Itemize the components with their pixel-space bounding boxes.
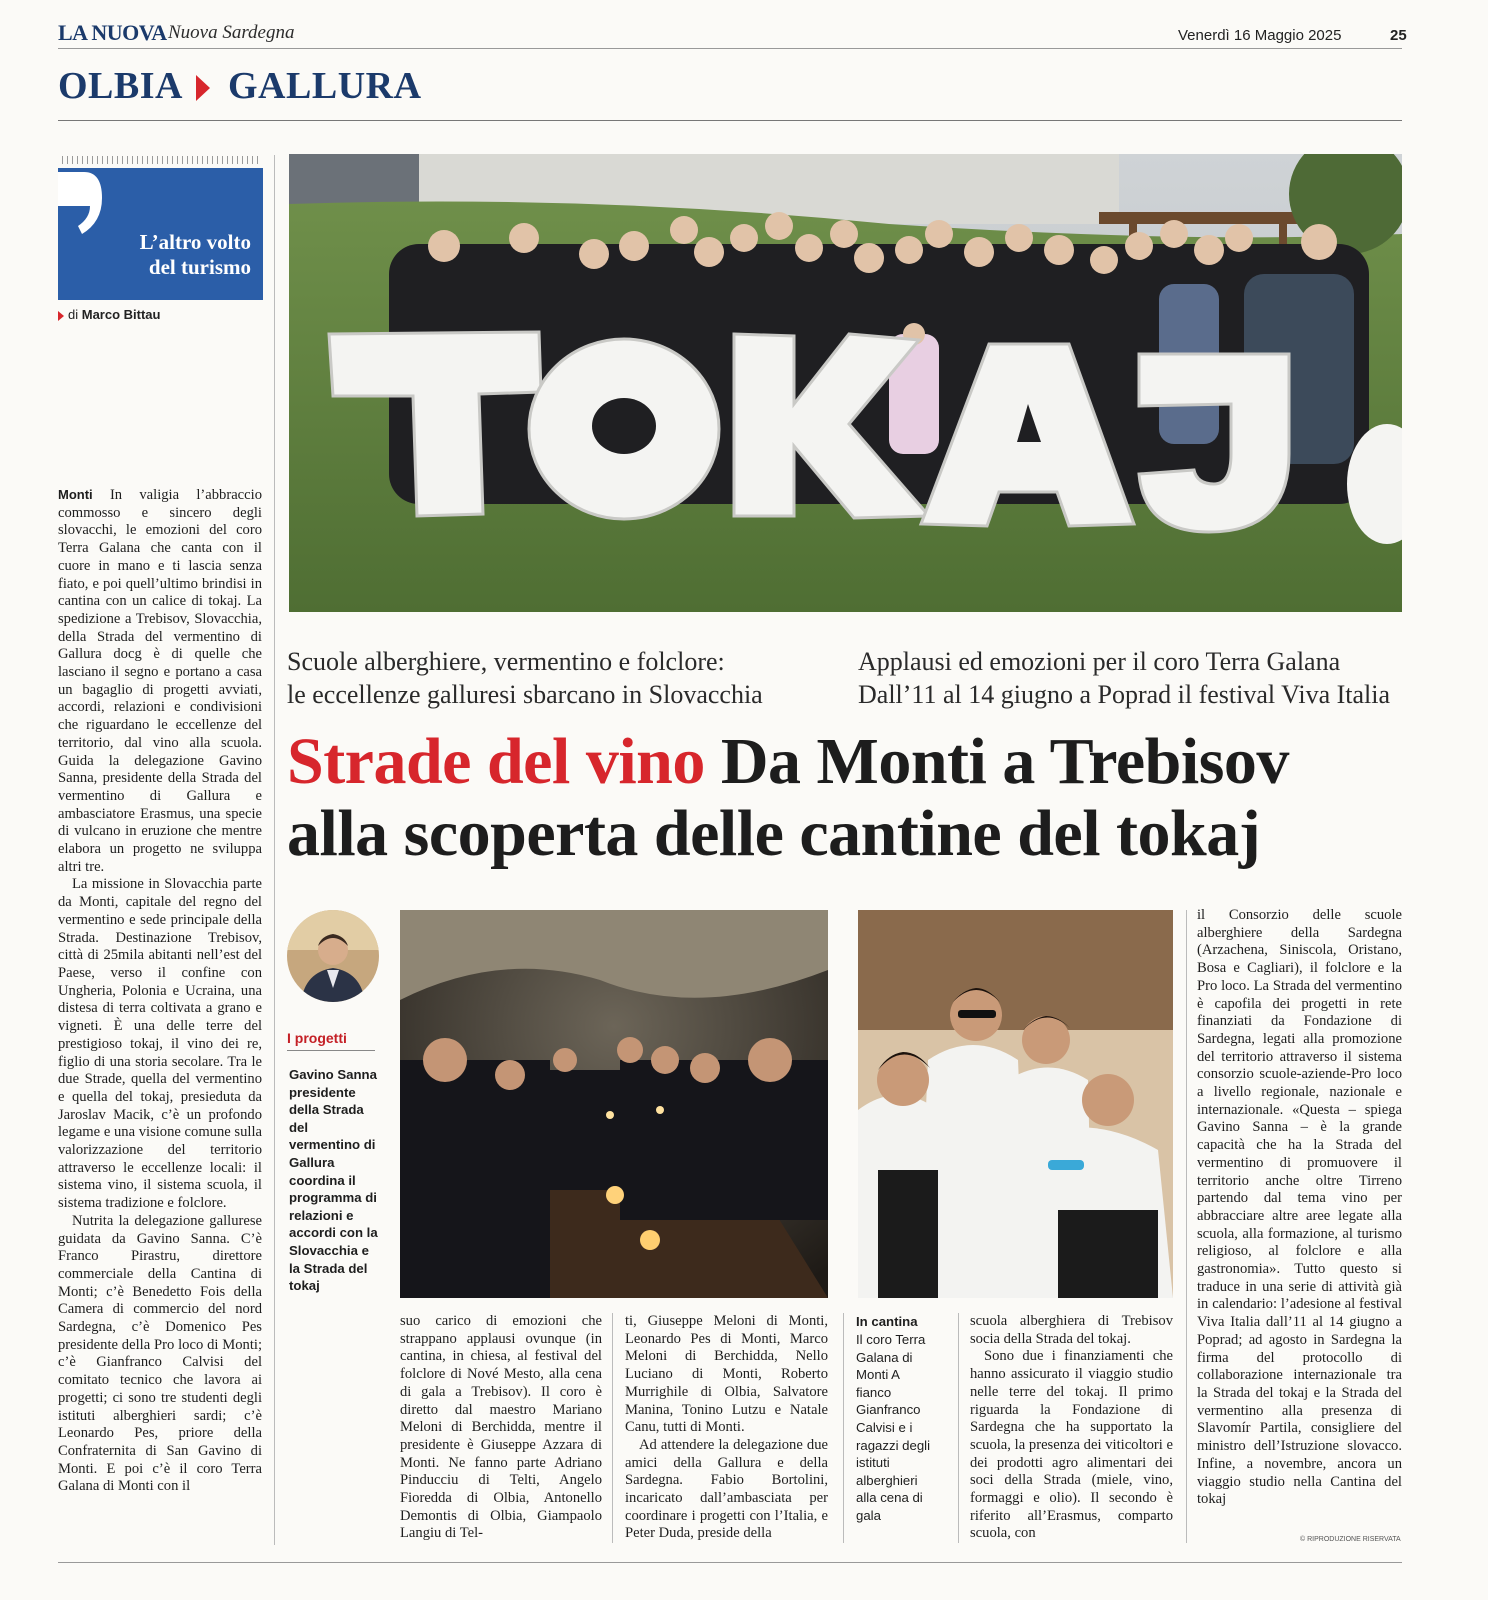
main-photo-illustration [289, 154, 1402, 612]
caption-cantina-head: In cantina [856, 1314, 918, 1329]
column-divider [843, 1313, 844, 1543]
column-divider [274, 155, 275, 1545]
column-decoration [62, 156, 262, 164]
portrait-illustration [287, 910, 379, 1002]
newspaper-logo: LA NUOVA [58, 20, 167, 45]
kicker-left [287, 645, 763, 711]
page-number: 25 [1390, 27, 1407, 44]
section-rule [58, 120, 1402, 121]
article-column-c [970, 1313, 1173, 1543]
kicker-right [858, 645, 1390, 711]
caption-rule [287, 1050, 375, 1051]
caption-cantina-body: Il coro Terra Galana di Monti A fianco Gianfranco Calvisi e i ragazzi degli istituti alberghieri alla cena di gala [856, 1332, 931, 1523]
issue-date: Venerdì 16 Maggio 2025 [1178, 27, 1342, 44]
section-olbia: OLBIA [58, 65, 183, 107]
article-column-a [400, 1313, 602, 1543]
article-column-1 [58, 486, 262, 1496]
article-column-b [625, 1313, 828, 1543]
article-column-d [1197, 907, 1402, 1509]
column-title-line1: L’altro volto [139, 230, 251, 254]
section-gallura: GALLURA [228, 65, 422, 107]
dateline: Monti [58, 487, 93, 502]
kicker-left-line1: Scuole alberghiere, vermentino e folclore: [287, 647, 725, 676]
kicker-right-line1: Applausi ed emozioni per il coro Terra Galana [858, 647, 1341, 676]
byline [58, 307, 160, 322]
column-divider [958, 1313, 959, 1543]
article-paragraph-3: Nutrita la delegazione gallurese guidata da Gavino Sanna. C’è Franco Pirastru, direttore commerciale della Cantina di Monti; c’è Benedetto Fois della Camera di commercio del nord Sardegna, c’è Domenico Pes presidente della Pro loco di Monti; c’è Gianfranco Calvisi del comitato tecnico che lavora ai progetti; ci sono tre studenti degli istituti alberghieri sardi; c’è Leonardo Pes, priore della Confraternita di San Gavino di Monti. E poi c’è il coro Terra Galana di Monti con il [58, 1212, 262, 1495]
article-paragraph-b2: Ad attendere la delegazione due amici della Gallura e della Sardegna. Fabio Bortolini, incaricato dall’ambasciata per coordinare i progetti con l’Italia, e Peter Duda, preside della [625, 1436, 828, 1542]
tokaj-sign-text: TOKAJ [845, 154, 849, 155]
cantina-photo-illustration [400, 910, 828, 1298]
article-paragraph-c2: Sono due i finanziamenti che hanno assicurato il viaggio studio nelle terre del tokaj. Il primo riguarda la Fondazione di Sardegna che ha supportato la scuola, la presenza dei viticoltori e dei prodotti agro alimentari dei soci della Strada (miele, vino, formaggi e olio). Il secondo è riferito all’Erasmus, comparto scuola, con [970, 1348, 1173, 1542]
article-paragraph-2: La missione in Slovacchia parte da Monti, capitale del regno del vermentino e sede principale della Strada. Destinazione Trebisov, città di 25mila abitanti nell’est del Paese, verso il confine con Ungheria, Polonia e Ucraina, una distesa di terra coltivata a grano e vigneti. È una delle terre del prestigioso tokaj, il vino dei re, figlio di una storia secolare. Tra le due Strade, quella del vermentino e quella del tokaj, presieduta da Jaroslav Macik, c’è un profondo legame e una visione comune sulla valorizzazione del territorio attraverso le eccellenze locali: il sistema vino, il sistema scuola, il sistema tradizione e folclore. [58, 876, 262, 1212]
bottom-rule [58, 1562, 1402, 1563]
main-photo-tokaj-group [289, 154, 1402, 612]
article-paragraph-c1: scuola alberghiera di Trebisov socia della Strada del tokaj. [970, 1313, 1173, 1347]
article-paragraph-b1: ti, Giuseppe Meloni di Monti, Leonardo Pes di Monti, Marco Meloni di Berchidda, Nello Luciano di Monti, Roberto Murrighile di Olbia, Salvatore Manina, Tonino Lutzu e Natale Canu, tutti di Monti. [625, 1313, 828, 1436]
newspaper-subtitle: Nuova Sardegna [168, 22, 295, 43]
column-title-box [58, 168, 263, 300]
copyright-notice: © RIPRODUZIONE RISERVATA [1300, 1536, 1401, 1543]
portrait-gavino-sanna [287, 910, 379, 1002]
headline [287, 726, 1407, 870]
article-paragraph-a: suo carico di emozioni che strappano applausi ovunque (in cantina, in chiesa, al festival del folclore di Nové Mesto, alla cena di gala a Trebisov). Il coro è diretto dal maestro Mariano Meloni di Berchidda, mentre il presidente è Giuseppe Azzara di Monti. Ne fanno parte Adriano Pinducciu di Telti, Angelo Fioredda di Olbia, Antonello Demontis di Olbia, Giampaolo Langiu di Tel- [400, 1313, 602, 1542]
section-separator-icon [196, 75, 210, 101]
caption-progetti-head: I progetti [287, 1030, 347, 1046]
article-paragraph-1: In valigia l’abbraccio commosso e sincero degli slovacchi, le emozioni del coro Terra Galana che canta con il cuore in mano e ti lascia senza fiato, e poi quell’ultimo brindisi in cantina con un calice di tokaj. La spedizione a Trebisov, Slovacchia, della Strada del vermentino di Gallura docg è di quelle che lasciano il segno e portano a casa un bagaglio di progetti avviati, accordi, relazioni e condivisioni che riguardano le eccellenze del territorio, dal vino alla scuola. Guida la delegazione Gavino Sanna, presidente della Strada del vermentino di Gallura e ambasciatore Erasmus, una specie di vulcano in eruzione che mentre elabora un progetto ne sviluppa altri tre. [58, 487, 262, 875]
byline-marker-icon [58, 311, 64, 321]
article-paragraph-d1: il Consorzio delle scuole alberghiere della Sardegna (Arzachena, Siniscola, Oristano, Bosa e Cagliari), il folclore e la Pro loco. La Strada del vermentino è capofila dei progetti in rete finanziati da Fondazione di Sardegna, legati alla promozione del territorio attraverso il sistema consorzio scuole-aziende-Pro loco a livello regionale, nazionale e internazionale. «Questa – spiega Gavino Sanna – è la grande capacità che ha la Strada del vermentino di promuovere il territorio anche oltre Tirreno partendo dal tema vino per abbracciare altre aree legate alla scuola, alla formazione, al turismo religioso, al folclore e alla gastronomia». Tutto questo si traduce in una serie di attività già in calendario: l’adesione al festival Viva Italia dall’11 al 14 giugno a Poprad; ad agosto in Sardegna la firma del protocollo di collaborazione internazionale tra la Strada del tokaj e la Strada del vermentino alla presenza di Slavomír Partila, consigliere del ministro dell’Istruzione slovacco. Infine, a novembre, ancora un viaggio studio nella Cantina del tokaj [1197, 907, 1402, 1508]
column-divider [1186, 910, 1187, 1543]
photo-chefs-group [858, 910, 1173, 1298]
headline-line1: Da Monti a Trebisov [720, 725, 1289, 798]
photo-cantina-dinner [400, 910, 828, 1298]
kicker-left-line2: le eccellenze galluresi sbarcano in Slovacchia [287, 680, 763, 709]
headline-line2: alla scoperta delle cantine del tokaj [287, 797, 1261, 870]
headline-red: Strade del vino [287, 725, 705, 798]
column-divider [612, 1313, 613, 1543]
chefs-photo-illustration [858, 910, 1173, 1298]
kicker-right-line2: Dall’11 al 14 giugno a Poprad il festival Viva Italia [858, 680, 1391, 709]
quote-mark-icon [50, 164, 120, 244]
byline-prefix: di [68, 307, 79, 322]
top-rule [58, 48, 1402, 49]
column-title-line2: del turismo [148, 255, 251, 279]
byline-author: Marco Bittau [81, 307, 161, 322]
caption-progetti-body: Gavino Sanna presidente della Strada del vermentino di Gallura coordina il programma di relazioni e accordi con la Slovacchia e la Strada del tokaj [289, 1067, 378, 1294]
